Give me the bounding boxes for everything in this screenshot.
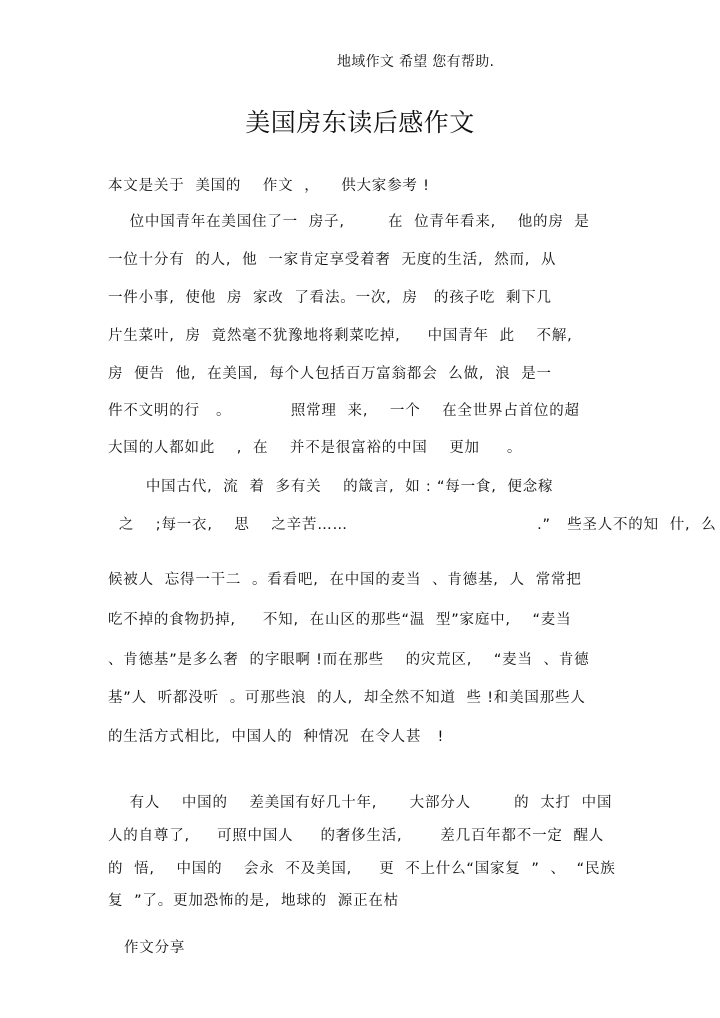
paragraph-line: 基”人 听都没听 。可那些浪 的人, 却全然不知道 些 !和美国那些人	[108, 690, 586, 706]
paragraph-line: 有人 中国的 差美国有好几十年, 大部分人 的 太打 中国	[108, 795, 613, 811]
paragraph-line: 位中国青年在美国住了一 房子, 在 位青年看来, 他的房 是	[108, 214, 590, 230]
paragraph-line: 吃不掉的食物扔掉, 不知, 在山区的那些“温 型”家庭中, “麦当	[108, 612, 572, 628]
paragraph-line: 的 悟, 中国的 会永 不及美国, 更 不上什么“国家复 ” 、 “民族	[108, 861, 616, 877]
paragraph-line: 一件小事, 使他 房 家改 了看法。一次, 房 的孩子吃 剩下几	[108, 290, 552, 306]
paragraph-line: 、肯德基”是多么奢 的字眼啊 !而在那些 的灾荒区, “麦当 、肯德	[108, 652, 590, 668]
paragraph-line: 大国的人都如此 , 在 并不是很富裕的中国 更加 。	[108, 440, 523, 456]
header-note: 地域作文 希望 您有帮助.	[337, 54, 495, 70]
paragraph-line: 人的自尊了, 可照中国人 的奢侈生活, 差几百年都不一定 醒人	[108, 828, 605, 844]
paragraph-line: 件不文明的行 。 照常理 来, 一个 在全世界占首位的超	[108, 403, 580, 419]
paragraph-line: 之 ;每一衣, 思 之辛苦…… .” 些圣人不的知 什, 么	[108, 517, 717, 533]
paragraph-line: 本文是关于 美国的 作文 ， 供大家参考 !	[108, 178, 430, 194]
paragraph-line: 片生菜叶, 房 竟然毫不犹豫地将剩菜吃掉, 中国青年 此 不解,	[108, 328, 573, 344]
paragraph-line: 候被人 忘得一干二 。看看吧, 在中国的麦当 、肯德基, 人 常常把	[108, 572, 582, 588]
paragraph-line: 一位十分有 的人, 他 一家肯定享受着奢 无度的生活, 然而, 从	[108, 252, 557, 268]
paragraph-line: 复 ”了。更加恐怖的是, 地球的 源正在枯	[108, 893, 399, 909]
paragraph-line: 中国古代, 流 着 多有关 的箴言, 如 : “每一食, 便念稼	[108, 479, 554, 495]
footer-label: 作文分享	[124, 940, 186, 956]
page-title: 美国房东读后感作文	[245, 108, 475, 137]
paragraph-line: 房 便告 他, 在美国, 每个人包括百万富翁都会 么做, 浪 是一	[108, 366, 552, 382]
paragraph-line: 的生活方式相比, 中国人的 种情况 在令人甚 !	[108, 729, 445, 745]
